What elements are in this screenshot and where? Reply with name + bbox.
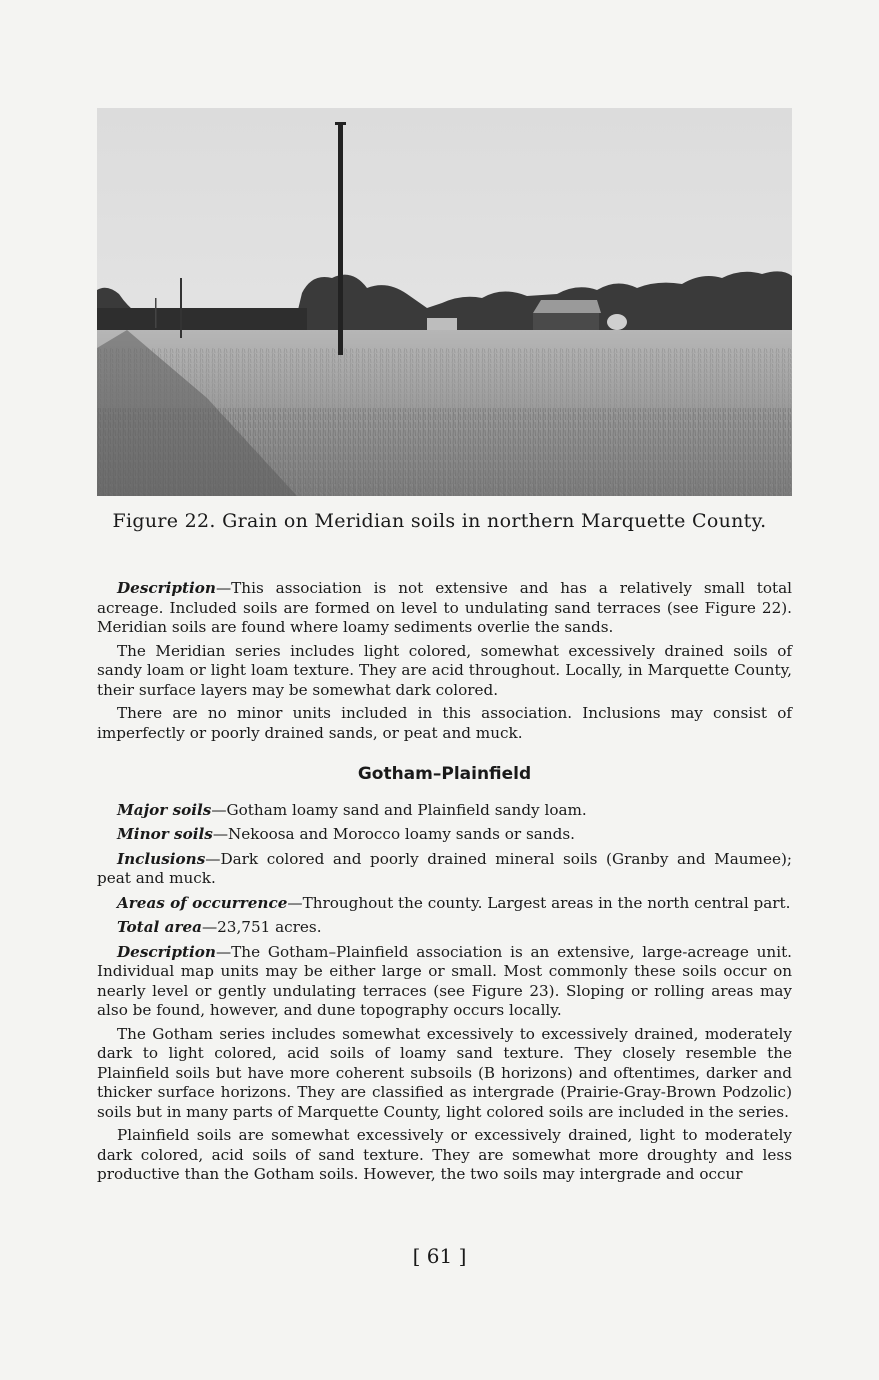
body-text [97, 579, 792, 1189]
paragraph-text: There are no minor units included in this association. Inclusions may consist of imperfectly or poorly drained sands, or peat and muck. [97, 704, 792, 742]
paragraph [97, 1025, 792, 1123]
paragraph [97, 894, 792, 914]
paragraph-text: —23,751 acres. [201, 918, 322, 936]
paragraph-text: The Gotham series includes somewhat excessively to excessively drained, moderately dark to light colored, acid soils of loamy sand texture. They closely resemble the Plainfield soils but have more coherent subsoils (B horizons) and oftentimes, darker and thicker surface horizons. They are classified as intergrade (Prairie-Gray-Brown Podzolic) soils but in many parts of Marquette County, light colored soils are included in the series. [97, 1024, 792, 1121]
paragraph [97, 579, 792, 638]
paragraph-text: —Gotham loamy sand and Plainfield sandy loam. [211, 800, 587, 819]
paragraph-lead: Description [117, 942, 216, 961]
paragraph-text: —The Gotham–Plainfield association is an extensive, large-acreage unit. Individual map units may be either large or small. Most commonly these soils occur on nearly level or gently undulating terraces (see Figure 23). Sloping or rolling areas may also be found, however, and dune topography occurs locally. [97, 942, 792, 1019]
paragraph [97, 704, 792, 743]
paragraph-text: —Nekoosa and Morocco loamy sands or sands. [212, 825, 575, 843]
paragraph-lead: Total area [117, 918, 202, 936]
paragraph-text: —Dark colored and poorly drained mineral soils (Granby and Maumee); peat and muck. [97, 849, 792, 887]
figure-photo [97, 108, 792, 496]
paragraph [97, 943, 792, 1021]
wheat-field-photo [97, 108, 792, 496]
section-heading: Gotham–Plainfield [357, 764, 532, 784]
paragraph-lead: Areas of occurrence [117, 893, 288, 912]
paragraph-lead: Major soils [117, 800, 212, 819]
paragraph-lead: Inclusions [117, 849, 206, 868]
paragraph-lead: Description [117, 579, 216, 597]
paragraph-text: Plainfield soils are somewhat excessively or excessively drained, light to moderately dark colored, acid soils of sand texture. They are somewhat more droughty and less productive than the Gotham soils. However, the two soils may intergrade and occur [97, 1126, 792, 1183]
paragraph [97, 642, 792, 701]
paragraph [97, 850, 792, 889]
paragraph [97, 801, 792, 821]
figure-caption: Figure 22. Grain on Meridian soils in northern Marquette County. [112, 510, 767, 532]
paragraph [97, 1126, 792, 1185]
page-number: [ 61 ] [412, 1244, 467, 1268]
paragraph-lead: Minor soils [117, 825, 213, 843]
paragraph [97, 825, 792, 845]
paragraph-text: —Throughout the county. Largest areas in the north central part. [287, 893, 791, 912]
paragraph-text: —This association is not extensive and has a relatively small total acreage. Included soils are formed on level to undulating sand terraces (see Figure 22). Meridian soils are found where loamy sediments overlie the sands. [97, 579, 792, 636]
paragraph-text: The Meridian series includes light colored, somewhat excessively drained soils of sandy loam or light loam texture. They are acid throughout. Locally, in Marquette County, their surface layers may be somewhat dark colored. [97, 641, 792, 699]
paragraph [97, 918, 792, 938]
